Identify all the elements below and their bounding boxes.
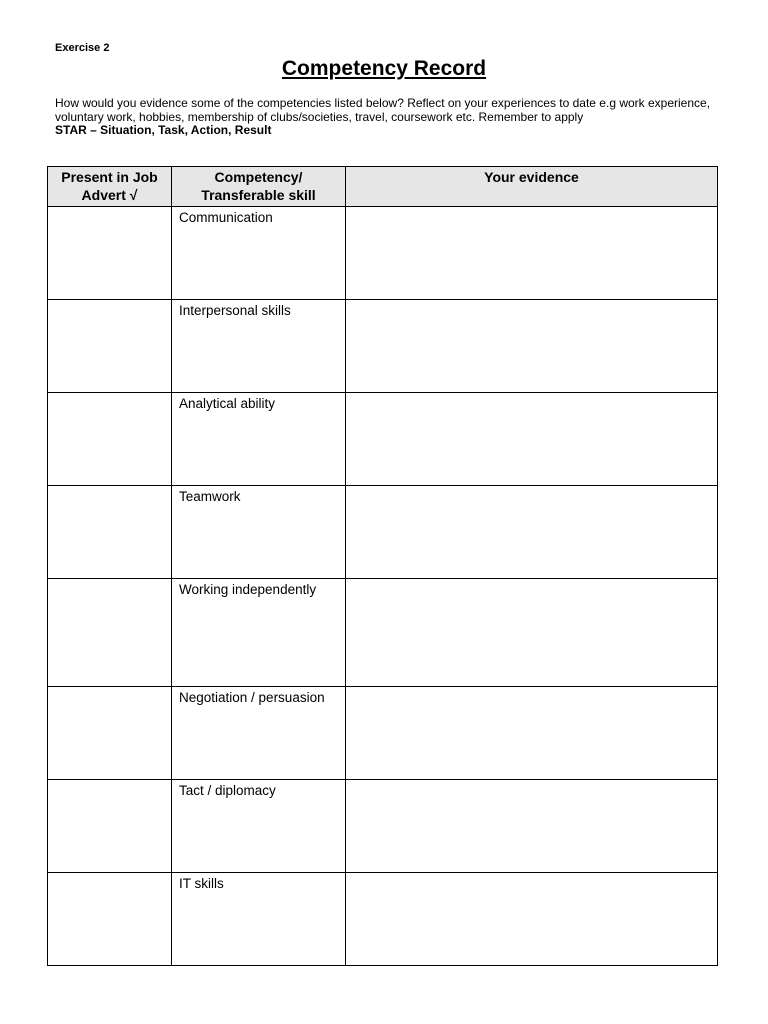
table-row bbox=[48, 579, 718, 687]
skill-cell: Interpersonal skills bbox=[172, 300, 346, 393]
table-row bbox=[48, 300, 718, 393]
table-row bbox=[48, 393, 718, 486]
header-row bbox=[48, 167, 718, 207]
evidence-cell[interactable] bbox=[346, 780, 718, 873]
present-cell[interactable] bbox=[48, 579, 172, 687]
header-present-line1: Present in Job bbox=[61, 169, 158, 185]
intro-text: How would you evidence some of the competencies listed below? Reflect on your experiences to date e.g work experience, voluntary work, hobbies, membership of clubs/societies, travel, coursework etc. Remember to apply bbox=[55, 96, 711, 124]
competency-table bbox=[47, 166, 718, 966]
present-cell[interactable] bbox=[48, 780, 172, 873]
skill-cell: Analytical ability bbox=[172, 393, 346, 486]
table-row bbox=[48, 207, 718, 300]
evidence-cell[interactable] bbox=[346, 486, 718, 579]
header-competency bbox=[172, 167, 346, 207]
skill-cell: IT skills bbox=[172, 873, 346, 966]
table-row bbox=[48, 873, 718, 966]
evidence-cell[interactable] bbox=[346, 393, 718, 486]
star-method: STAR – Situation, Task, Action, Result bbox=[55, 123, 272, 137]
evidence-cell[interactable] bbox=[346, 207, 718, 300]
header-competency-line2: Transferable skill bbox=[201, 187, 316, 203]
present-cell[interactable] bbox=[48, 486, 172, 579]
skill-cell: Working independently bbox=[172, 579, 346, 687]
table-row bbox=[48, 780, 718, 873]
header-present-in-job-advert bbox=[48, 167, 172, 207]
table-row bbox=[48, 687, 718, 780]
exercise-label: Exercise 2 bbox=[55, 42, 110, 54]
skill-cell: Negotiation / persuasion bbox=[172, 687, 346, 780]
present-cell[interactable] bbox=[48, 393, 172, 486]
header-your-evidence bbox=[346, 167, 718, 207]
header-present-line2: Advert √ bbox=[81, 187, 138, 203]
header-evidence-label: Your evidence bbox=[484, 169, 579, 185]
skill-cell: Communication bbox=[172, 207, 346, 300]
evidence-cell[interactable] bbox=[346, 300, 718, 393]
evidence-cell[interactable] bbox=[346, 873, 718, 966]
present-cell[interactable] bbox=[48, 300, 172, 393]
present-cell[interactable] bbox=[48, 873, 172, 966]
table-row bbox=[48, 486, 718, 579]
skill-cell: Tact / diplomacy bbox=[172, 780, 346, 873]
intro-paragraph bbox=[55, 97, 715, 138]
page-title: Competency Record bbox=[281, 57, 487, 80]
header-competency-line1: Competency/ bbox=[214, 169, 303, 185]
present-cell[interactable] bbox=[48, 687, 172, 780]
present-cell[interactable] bbox=[48, 207, 172, 300]
evidence-cell[interactable] bbox=[346, 687, 718, 780]
evidence-cell[interactable] bbox=[346, 579, 718, 687]
skill-cell: Teamwork bbox=[172, 486, 346, 579]
